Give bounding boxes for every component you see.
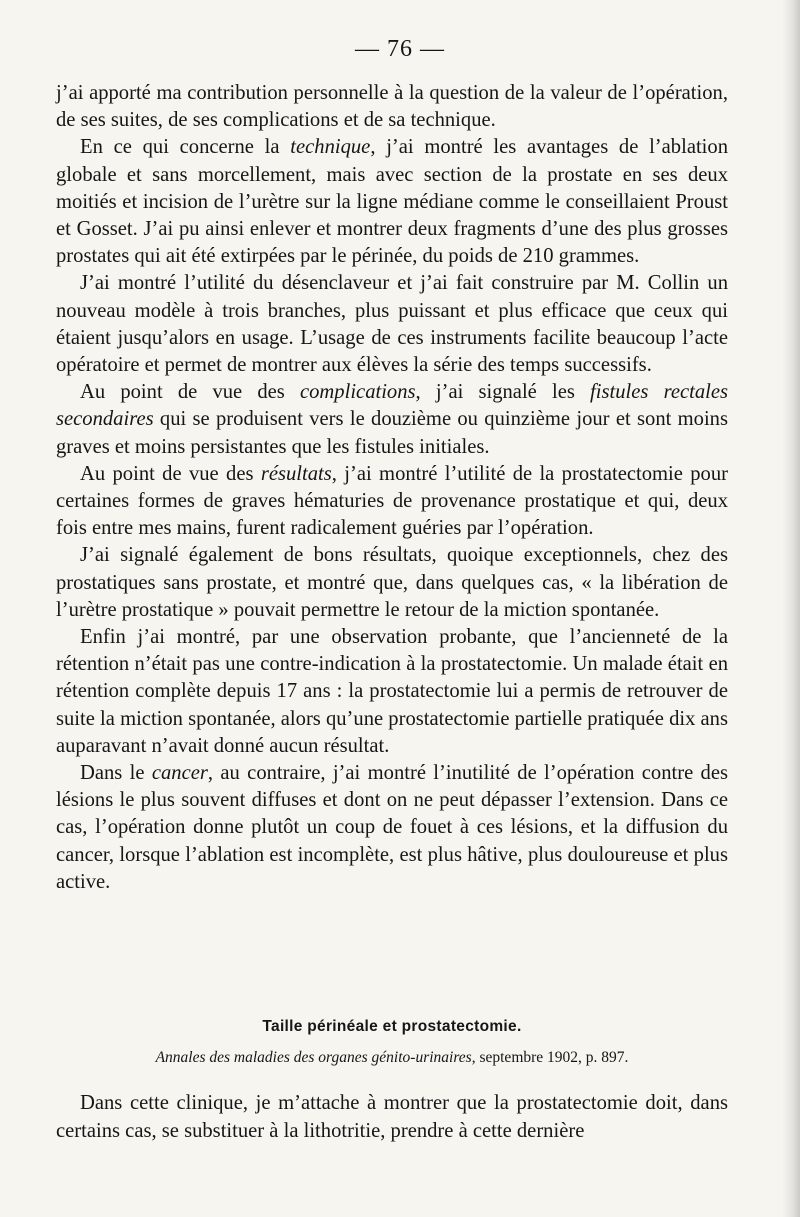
paragraph [56,624,728,760]
section-citation [56,1049,728,1067]
text-run: Enfin j’ai montré, par une observation probante, que l’ancienneté de la rétention n’était pas une contre-indication à la prostatectomie. Un malade était en rétention complète depuis 17 ans : la prostatectomie lui a permis de retrouver de suite la miction spontanée, alors qu’une prostatectomie partielle pratiquée dix ans auparavant n’avait donné aucun résultat. [56,626,728,757]
paragraph [56,760,728,896]
text-run: J’ai signalé également de bons résultats, quoique exceptionnels, chez des prostatiques sans prostate, et montré que, dans quelques cas, « la libération de l’urètre prostatique » pouvait permettre le retour de la miction spontanée. [56,544,728,621]
paragraph [56,542,728,624]
text-run: Au point de vue des [80,462,261,485]
paragraph [56,134,728,270]
italic-text: résultats [260,462,332,485]
page-number: — 76 — [355,36,445,62]
page-edge-shadow [782,0,800,1217]
text-run: J’ai montré l’utilité du désenclaveur et j’ai fait construire par M. Collin un nouveau modèle à trois branches, plus puissant et plus efficace que ceux qui étaient jusqu’alors en usage. L’usage de ces instruments facilite beaucoup l’acte opératoire et permet de montrer aux élèves la série des temps successifs. [56,272,728,377]
italic-text: complications [300,381,416,404]
text-run: En ce qui concerne la [80,136,291,159]
paragraph [56,270,728,379]
italic-text: fistules rectales secondaires [56,381,728,431]
text-run: , au contraire, j’ai montré l’inutilité de l’opération contre des lésions le plus souvent diffuses et dont on ne peut dépasser l’extension. Dans ce cas, l’opération donne plutôt un coup de fouet à ces lésions, et la diffusion du cancer, lorsque l’ablation est incomplète, est plus hâtive, plus douloureuse et plus active. [56,762,728,893]
text-run: , j’ai montré l’utilité de la prostatectomie pour certaines formes de graves hématuries de provenance prostatique et qui, deux fois entre mes mains, furent radicalement guéries par l’opération. [56,462,728,540]
tail-text [56,1090,728,1145]
paragraph [56,379,728,461]
paragraph [56,461,728,543]
tail-paragraph: Dans cette clinique, je m’attache à montrer que la prostatectomie doit, dans certains cas, se substituer à la lithotritie, prendre à cette dernière [56,1092,728,1142]
text-run: j’ai apporté ma contribution personnelle à la question de la valeur de l’opération, de ses suites, de ses complications et de sa technique. [56,82,728,132]
body-text [56,80,728,896]
text-run: Dans le [80,762,152,785]
italic-text: technique [290,136,371,159]
section-title: Taille périnéale et prostatectomie. [262,1018,522,1035]
italic-text: cancer [151,762,208,785]
text-run: Au point de vue des [80,381,300,404]
text-run: , j’ai signalé les [415,381,591,404]
citation-details: , septembre 1902, p. 897. [471,1049,629,1066]
citation-journal: Annales des maladies des organes génito-urinaires [155,1049,472,1066]
text-run: qui se produisent vers le douzième ou quinzième jour et sont moins graves et moins persistantes que les fistules initiales. [56,408,728,458]
paragraph [56,80,728,134]
text-run: , j’ai montré les avantages de l’ablation globale et sans morcellement, mais avec section de la prostate en ses deux moitiés et incision de l’urètre sur la ligne médiane comme le conseillaient Proust et Gosset. J’ai pu ainsi enlever et montrer deux fragments d’une des plus grosses prostates qui ait été extirpées par le périnée, du poids de 210 grammes. [56,136,729,268]
